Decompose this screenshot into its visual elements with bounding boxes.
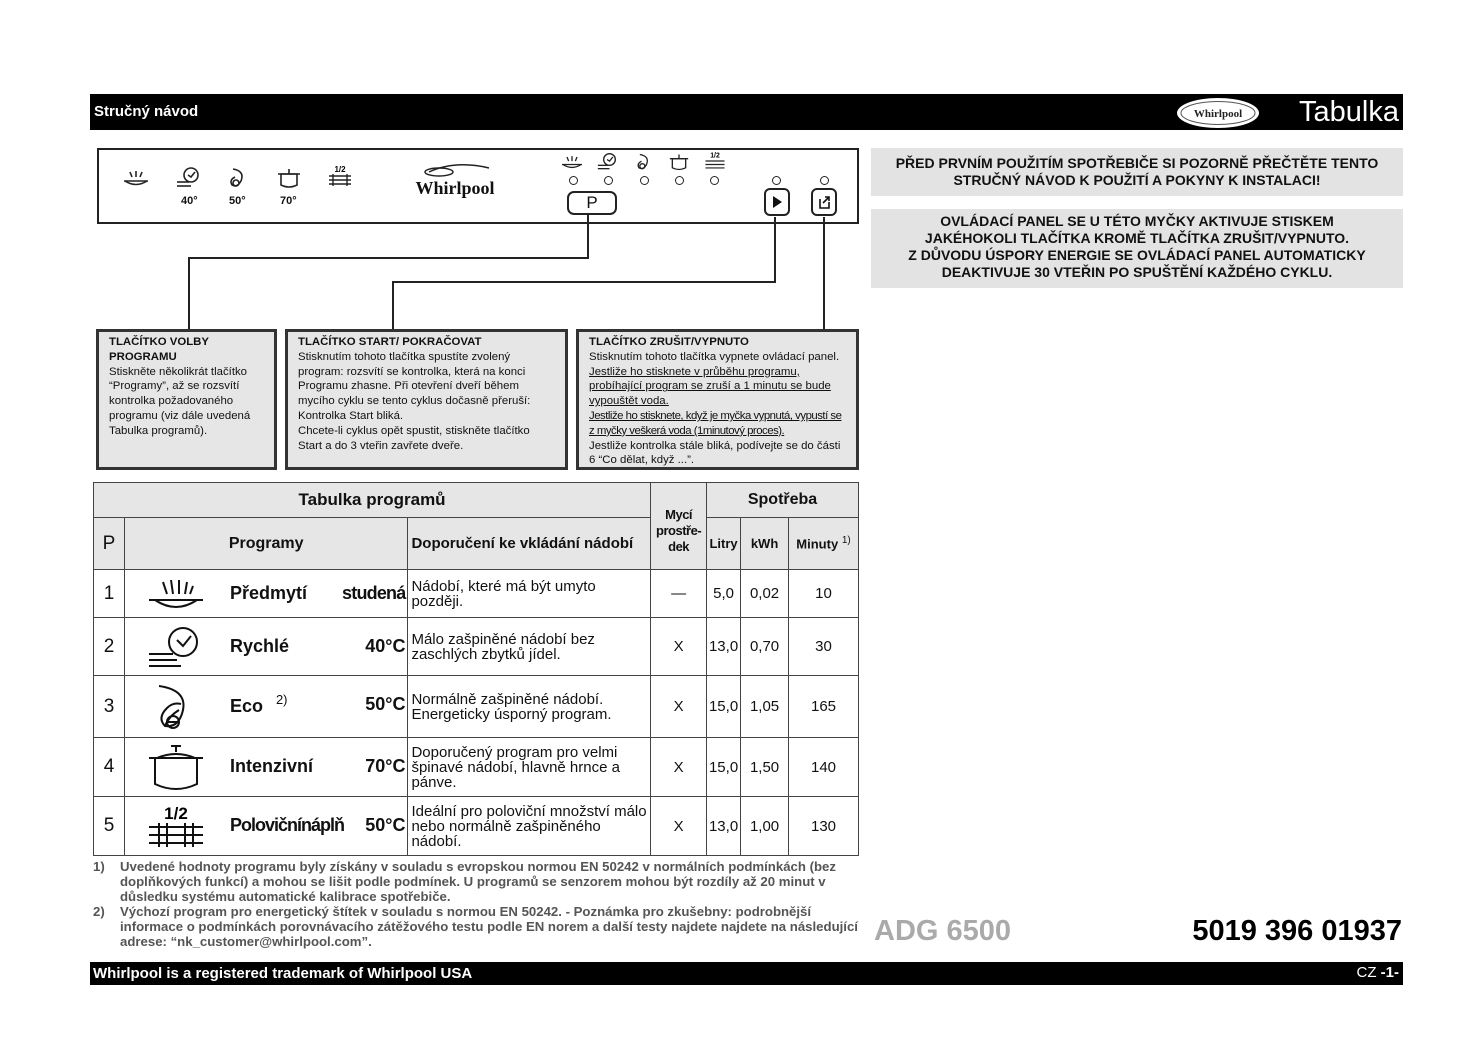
col-header-programs: Programy	[124, 518, 408, 570]
callout-start-button	[285, 329, 568, 470]
callout-start-title: TLAČÍTKO START/ POKRAČOVAT	[298, 336, 482, 348]
program-litres: 13,0	[707, 618, 741, 676]
program-name: Rychlé	[229, 636, 289, 656]
led-cancel	[820, 176, 829, 185]
svg-text:1/2: 1/2	[710, 152, 720, 160]
eco-leaf-icon	[153, 682, 193, 734]
col-header-minutes: Minuty $^{1)}$	[789, 518, 859, 570]
row-program-cell	[124, 797, 408, 856]
callout-start-text: Stisknutím tohoto tlačítka spustíte zvolený program: rozsvítí se kontrolka, která na konci Programu zhasne. Při otevření dveří během mycího cyklu se tento cyklus dočasně přeruší: Kontrolka Start bliká.	[298, 350, 531, 422]
table-row	[94, 570, 859, 618]
program-detergent: —	[651, 570, 707, 618]
quick-icon	[173, 166, 203, 190]
led-half-load	[710, 176, 719, 185]
row-program-cell	[124, 618, 408, 676]
program-litres: 13,0	[707, 797, 741, 856]
program-name: Předmytí	[229, 583, 307, 603]
program-name: Polovičnínáplň	[229, 815, 344, 835]
row-p-number: 5	[94, 797, 125, 856]
table-title: Tabulka programů	[94, 483, 651, 518]
part-number: 5019 396 01937	[1192, 915, 1402, 947]
program-temp: 50°C	[365, 815, 406, 835]
col-header-recommend: Doporučení ke vkládání nádobí	[408, 518, 651, 570]
row-p-number: 2	[94, 618, 125, 676]
row-p-number: 1	[94, 570, 125, 618]
header-left-title: Stručný návod	[94, 103, 199, 120]
program-minutes: 165	[789, 676, 859, 738]
program-kwh: 1,50	[741, 738, 789, 797]
header-band	[90, 94, 1403, 130]
callout-start-text2: Chcete-li cyklus opět spustit, stiskněte tlačítko Start a do 3 vteřin zavřete dveře.	[298, 424, 530, 452]
page-number: -1-	[1380, 964, 1399, 981]
program-litres: 5,0	[707, 570, 741, 618]
prewash-icon	[121, 166, 151, 190]
info-activation-line4: DEAKTIVUJE 30 VTEŘIN PO SPUŠTĚNÍ KAŽDÉHO CYKLU.	[941, 264, 1333, 280]
program-detergent: X	[651, 618, 707, 676]
led-quick	[604, 176, 613, 185]
intensive-pot-icon	[147, 742, 205, 794]
row-p-number: 4	[94, 738, 125, 797]
col-header-litres: Litry	[707, 518, 741, 570]
col-header-kwh: kWh	[741, 518, 789, 570]
program-minutes: 10	[789, 570, 859, 618]
callout-cancel-text4: Jestliže kontrolka stále bliká, podívejte se do části 6 “Co dělat, když ...”.	[589, 439, 841, 467]
trademark-text: Whirlpool is a registered trademark of Whirlpool USA	[93, 965, 473, 982]
program-button[interactable]: P	[567, 191, 617, 215]
svg-text:Whirlpool: Whirlpool	[1193, 108, 1243, 120]
program-minutes: 130	[789, 797, 859, 856]
intensive-icon	[274, 166, 304, 190]
intensive-icon-small	[666, 152, 692, 172]
prewash-icon-small	[559, 152, 585, 172]
svg-text:1/2: 1/2	[334, 165, 346, 174]
callout-cancel-text1: Stisknutím tohoto tlačítka vypnete ovládací panel.	[589, 350, 840, 363]
program-kwh: 0,70	[741, 618, 789, 676]
program-recommend: Málo zašpiněné nádobí bez zaschlých zbytků jídel.	[408, 618, 651, 676]
program-minutes: 30	[789, 618, 859, 676]
quick-icon-small	[594, 152, 620, 172]
page-indicator	[1356, 964, 1399, 981]
program-litres: 15,0	[707, 738, 741, 797]
program-recommend: Ideální pro poloviční množství málo nebo normálně zašpiněného nádobí.	[408, 797, 651, 856]
temp-label-40: 40°	[181, 195, 198, 207]
panel-whirlpool-logo	[399, 162, 511, 206]
start-button[interactable]	[764, 188, 790, 216]
col-header-consumption: Spotřeba	[707, 483, 859, 518]
cancel-off-icon	[813, 190, 835, 214]
language-code: CZ	[1356, 964, 1377, 981]
info-activation-line2: JAKÉHOKOLI TLAČÍTKA KROMĚ TLAČÍTKA ZRUŠIT/VYPNUTO.	[924, 230, 1350, 246]
table-row	[94, 676, 859, 738]
footnote-2	[93, 905, 863, 949]
info-first-use-line1: PŘED PRVNÍM POUŽITÍM SPOTŘEBIČE SI POZORNĚ PŘEČTĚTE TENTO	[895, 155, 1379, 171]
program-temp: 70°C	[365, 756, 406, 776]
program-detergent: X	[651, 797, 707, 856]
table-row	[94, 738, 859, 797]
callout-cancel-title: TLAČÍTKO ZRUŠIT/VYPNUTO	[589, 336, 749, 348]
col-header-p: P	[94, 518, 125, 570]
table-row	[94, 618, 859, 676]
callout-cancel-text2: Jestliže ho stisknete v průběhu programu, probíhající program se zruší a 1 minutu se bude vypouštět voda.	[589, 365, 831, 408]
led-start	[772, 176, 781, 185]
program-detergent: X	[651, 676, 707, 738]
callout-cancel-text3: Jestliže ho stisknete, když je myčka vypnutá, vypustí se z myčky veškerá voda (1minutový proces).	[589, 409, 842, 437]
model-number: ADG 6500	[874, 915, 1012, 947]
cancel-button[interactable]	[811, 188, 837, 216]
led-intensive	[675, 176, 684, 185]
program-temp: 40°C	[365, 636, 406, 656]
half-load-icon	[145, 801, 207, 851]
program-detergent: X	[651, 738, 707, 797]
program-minutes: 140	[789, 738, 859, 797]
info-box-panel-activation	[871, 209, 1403, 288]
led-eco	[640, 176, 649, 185]
svg-text:1/2: 1/2	[164, 804, 188, 823]
program-temp: studená	[342, 583, 406, 603]
quick-icon	[145, 624, 207, 670]
info-activation-line1: OVLÁDACÍ PANEL SE U TÉTO MYČKY AKTIVUJE STISKEM	[940, 213, 1334, 229]
footnote-2-text: Výchozí program pro energetický štítek v souladu s normou EN 50242. - Poznámka pro zkušebny: podrobnější informace o podmínkách porovnávacího zátěžového testu podle EN norem a další testy najdete najdete na následující adrese: “nk_customer@whirlpool.com”.	[120, 904, 858, 949]
callout-program-title: TLAČÍTKO VOLBY PROGRAMU	[109, 336, 209, 363]
callout-cancel-button	[576, 329, 859, 470]
eco-icon-small	[631, 152, 657, 172]
col-header-detergent: Mycí prostře- dek	[651, 483, 707, 570]
footnote-1	[93, 860, 863, 904]
temp-label-70: 70°	[280, 195, 297, 207]
footnote-1-key: 1)	[93, 859, 105, 874]
program-footnote-ref: 2)	[275, 692, 288, 707]
half-load-icon	[325, 164, 355, 188]
program-kwh: 0,02	[741, 570, 789, 618]
prewash-icon	[145, 574, 207, 614]
led-prewash	[569, 176, 578, 185]
footer-band	[90, 962, 1403, 985]
half-load-icon-small	[702, 150, 728, 172]
callout-program-button	[96, 329, 277, 470]
program-name: Intenzivní	[229, 756, 313, 776]
program-name: Eco	[229, 696, 263, 716]
whirlpool-logo	[1176, 97, 1260, 129]
callout-program-text: Stiskněte několikrát tlačítko “Programy”, až se rozsvítí kontrolka požadovaného programu (viz dále uvedená Tabulka programů).	[109, 365, 251, 437]
play-icon	[766, 190, 788, 214]
info-first-use-line2: STRUČNÝ NÁVOD K POUŽITÍ A POKYNY K INSTALACI!	[953, 172, 1321, 188]
row-program-cell	[124, 738, 408, 797]
row-program-cell	[124, 570, 408, 618]
program-recommend: Doporučený program pro velmi špinavé nádobí, hlavně hrnce a pánve.	[408, 738, 651, 797]
program-recommend: Nádobí, které má být umyto později.	[408, 570, 651, 618]
row-p-number: 3	[94, 676, 125, 738]
program-table	[93, 482, 859, 856]
row-program-cell	[124, 676, 408, 738]
footnote-1-text: Uvedené hodnoty programu byly získány v souladu s evropskou normou EN 50242 v normálních podmínkách (bez doplňkových funkcí) a mohou se lišit podle podmínek. U programů se senzorem mohou být rozdíly až 20 minut v důsledku systému automatické kalibrace spotřebiče.	[120, 859, 836, 904]
temp-label-50: 50°	[229, 195, 246, 207]
program-kwh: 1,00	[741, 797, 789, 856]
info-box-first-use	[871, 148, 1403, 196]
table-row	[94, 797, 859, 856]
eco-icon	[223, 166, 253, 190]
svg-text:Whirlpool: Whirlpool	[415, 178, 495, 198]
program-recommend: Normálně zašpiněné nádobí. Energeticky úsporný program.	[408, 676, 651, 738]
header-right-title: Tabulka	[1299, 96, 1399, 128]
program-temp: 50°C	[365, 694, 406, 714]
program-kwh: 1,05	[741, 676, 789, 738]
info-activation-line3: Z DŮVODU ÚSPORY ENERGIE SE OVLÁDACÍ PANEL AUTOMATICKY	[908, 247, 1366, 263]
footnote-2-key: 2)	[93, 904, 105, 919]
control-panel-drawing	[97, 148, 859, 224]
program-litres: 15,0	[707, 676, 741, 738]
